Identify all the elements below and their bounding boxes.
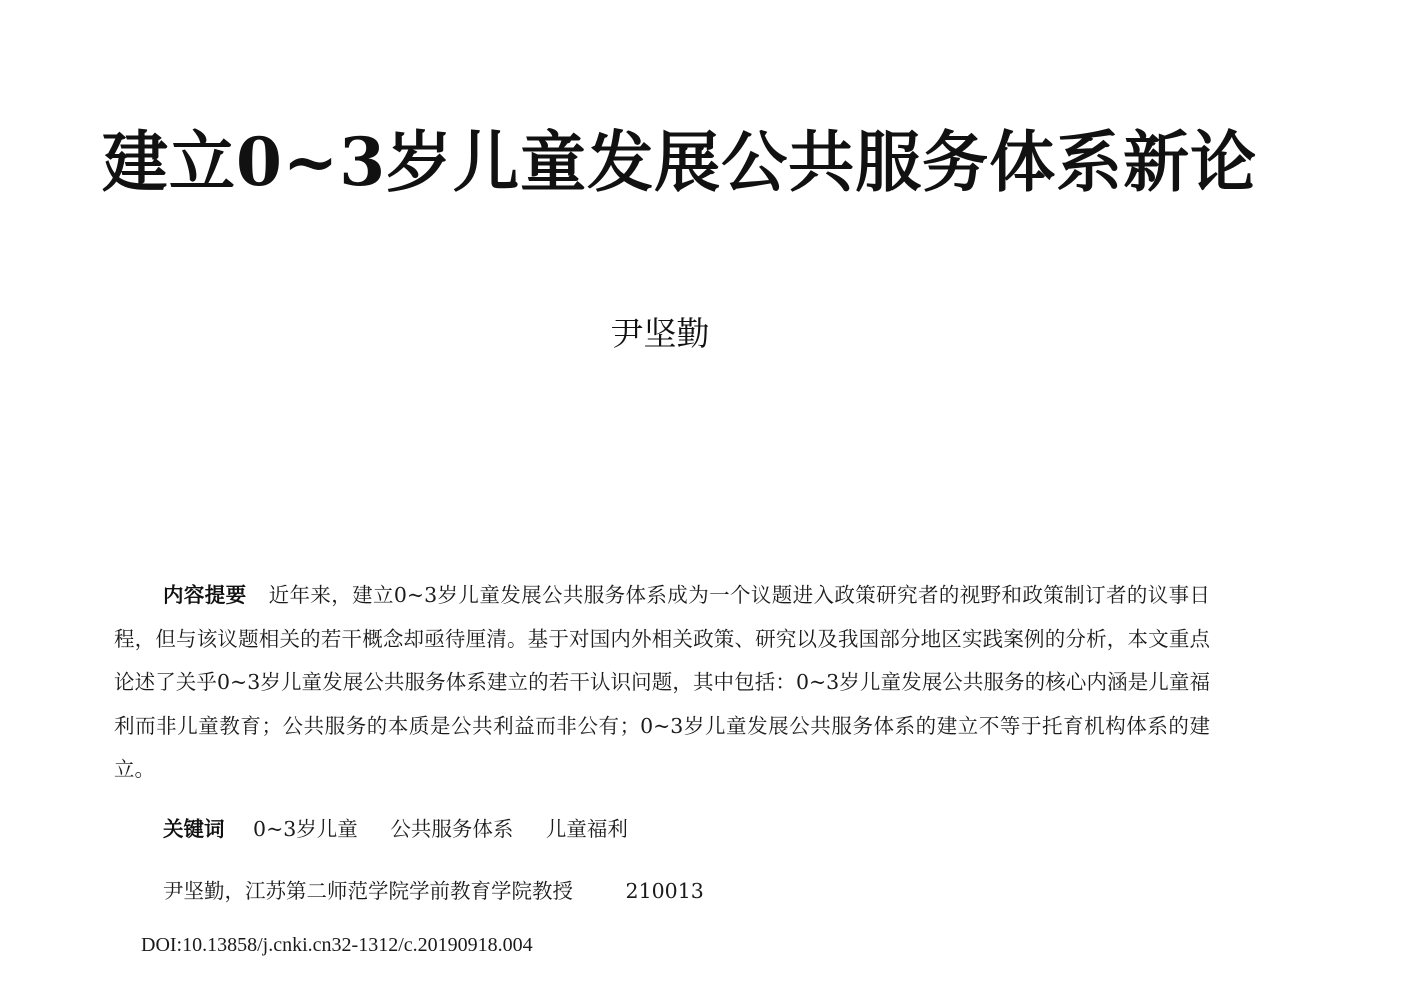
article-title: 建立0~3岁儿童发展公共服务体系新论 [102, 123, 1258, 202]
author-affiliation [163, 870, 704, 913]
abstract [114, 574, 1210, 792]
keywords-label: 关键词 [163, 817, 225, 841]
postal-code: 210013 [625, 879, 704, 903]
keyword-item: 公共服务体系 [390, 817, 514, 841]
abstract-label: 内容提要 [163, 583, 247, 607]
keyword-item: 儿童福利 [545, 817, 628, 841]
doi: DOI:10.13858/j.cnki.cn32-1312/c.20190918.004 [141, 934, 533, 956]
abstract-text: 近年来，建立0~3岁儿童发展公共服务体系成为一个议题进入政策研究者的视野和政策制订者的议事日程，但与该议题相关的若干概念却亟待厘清。基于对国内外相关政策、研究以及我国部分地区实践案例的分析，本文重点论述了关乎0~3岁儿童发展公共服务体系建立的若干认识问题，其中包括：0~3岁儿童发展公共服务的核心内涵是儿童福利而非儿童教育；公共服务的本质是公共利益而非公有；0~3岁儿童发展公共服务体系的建立不等于托育机构体系的建立。 [114, 583, 1211, 781]
keywords [163, 808, 654, 851]
affiliation-text: 尹坚勤，江苏第二师范学院学前教育学院教授 [163, 879, 573, 903]
author-name: 尹坚勤 [610, 314, 710, 353]
keyword-item: 0~3岁儿童 [253, 817, 358, 841]
